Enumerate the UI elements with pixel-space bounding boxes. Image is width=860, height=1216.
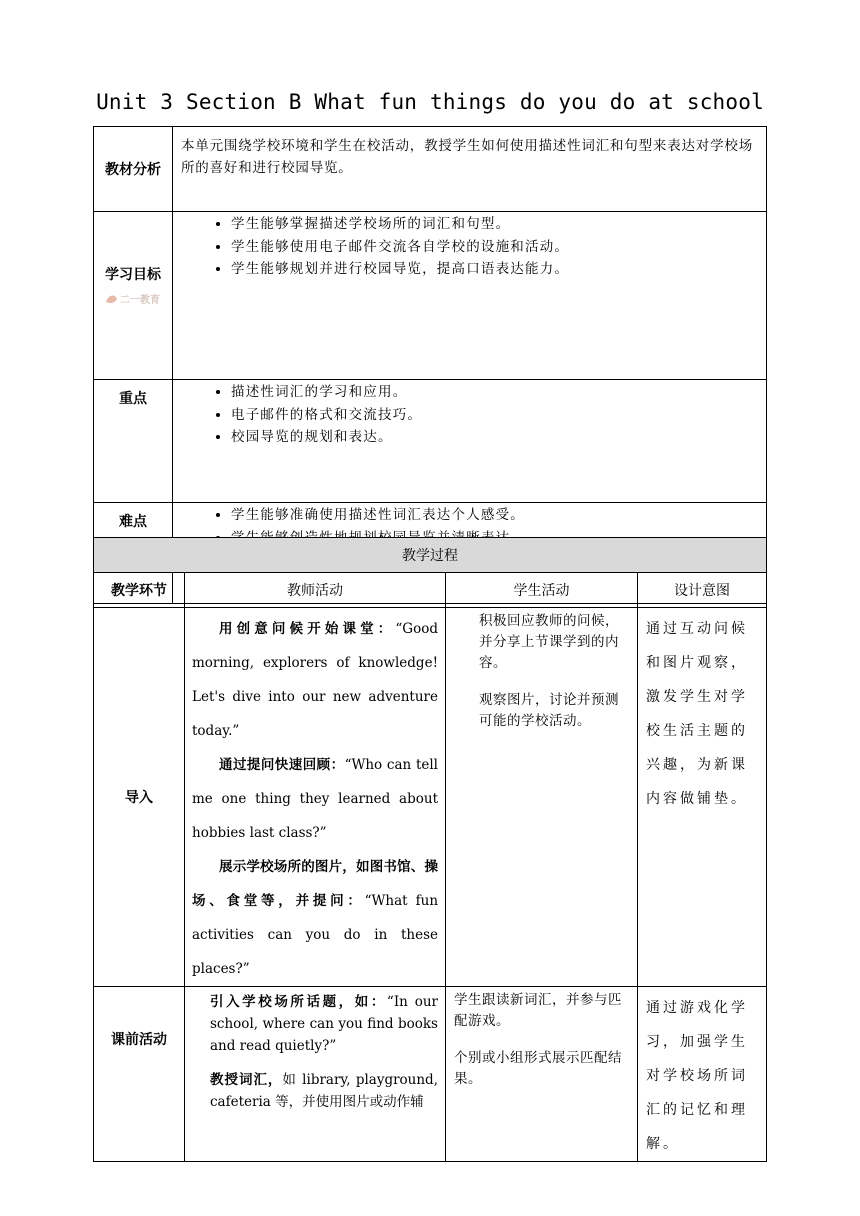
pre-student-cell	[446, 987, 638, 1162]
difficult-item: • 学生能够准确使用描述性词汇表达个人感受。	[231, 504, 766, 527]
column-header-student: 学生活动	[446, 573, 638, 608]
pre-intent-cell	[638, 987, 767, 1162]
intro-teacher-bold: 通过提问快速回顾：	[219, 757, 345, 773]
svg-text:二一教育: 二一教育	[120, 295, 160, 306]
goal-item: • 学生能够规划并进行校园导览，提高口语表达能力。	[231, 258, 766, 281]
intro-teacher-para	[192, 748, 438, 850]
key-row	[94, 380, 767, 503]
process-header: 教学过程	[94, 538, 767, 573]
analysis-label: 教材分析	[94, 127, 173, 212]
watermark-logo-icon	[103, 292, 163, 306]
intro-teacher-text: “Good morning, explorers of knowledge! Let's dive into our new adventure today.”	[192, 621, 438, 739]
key-label: 重点	[94, 380, 173, 503]
key-item: • 电子邮件的格式和交流技巧。	[231, 404, 766, 427]
intro-intent-cell	[638, 608, 767, 987]
goal-item: • 学生能够掌握描述学校场所的词汇和句型。	[231, 213, 766, 236]
intro-teacher-cell	[185, 608, 446, 987]
pre-stage: 课前活动	[94, 987, 185, 1162]
key-item: • 描述性词汇的学习和应用。	[231, 381, 766, 404]
process-header-row	[94, 538, 767, 573]
pre-teacher-text: 如 library, playground, cafeteria 等，并使用图片或动作辅	[210, 1072, 438, 1110]
analysis-cell	[173, 127, 767, 212]
process-table	[93, 537, 767, 1162]
intro-teacher-bold: 用创意问候开始课堂：	[219, 621, 396, 637]
pre-teacher-bold: 引入学校场所话题，如：	[210, 994, 387, 1010]
pre-row	[94, 987, 767, 1162]
column-header-stage: 教学环节	[94, 573, 185, 608]
analysis-text: 本单元围绕学校环境和学生在校活动，教授学生如何使用描述性词汇和句型来表达对学校场所的喜好和进行校园导览。	[181, 138, 753, 176]
pre-teacher-cell	[185, 987, 446, 1162]
pre-teacher-text: “In our school, where can you find books and read quietly?”	[210, 994, 439, 1054]
goals-list	[173, 213, 766, 281]
pre-student-text: 个别或小组形式展示匹配结果。	[454, 1050, 622, 1087]
intro-row	[94, 608, 767, 987]
page-title: Unit 3 Section B What fun things do you do at school	[96, 90, 764, 114]
key-list	[173, 381, 766, 449]
intro-teacher-bold: 展示学校场所的图片，如图书馆、操场、食堂等，并提问：	[192, 859, 438, 909]
intro-teacher-text: “What fun activities can you do in these places?”	[192, 893, 439, 977]
intro-teacher-text: “Who can tell me one thing they learned about hobbies last class?”	[192, 757, 438, 841]
difficult-label: 难点	[94, 503, 173, 604]
pre-teacher-para	[192, 1069, 438, 1113]
intro-student-text: 观察图片，讨论并预测可能的学校活动。	[479, 692, 619, 729]
pre-teacher-bold: 教授词汇，	[210, 1072, 283, 1088]
intro-stage: 导入	[94, 608, 185, 987]
column-header-row	[94, 573, 767, 608]
analysis-row	[94, 127, 767, 212]
goals-cell	[173, 212, 767, 380]
intro-teacher-para	[192, 612, 438, 748]
intro-student-cell	[446, 608, 638, 987]
pre-intent-text: 通过游戏化学习，加强学生对学校场所词汇的记忆和理解。	[646, 1000, 748, 1152]
goals-row	[94, 212, 767, 380]
pre-teacher-para	[192, 991, 438, 1057]
intro-teacher-para	[192, 850, 438, 986]
goals-label: 学习目标	[105, 267, 161, 283]
intro-student-text: 积极回应教师的问候，并分享上节课学到的内容。	[479, 613, 619, 671]
key-item: • 校园导览的规划和表达。	[231, 426, 766, 449]
overview-table	[93, 126, 767, 604]
key-cell	[173, 380, 767, 503]
pre-student-text: 学生跟读新词汇，并参与匹配游戏。	[454, 992, 622, 1029]
goals-label-cell	[94, 212, 173, 380]
column-header-teacher: 教师活动	[185, 573, 446, 608]
column-header-intent: 设计意图	[638, 573, 767, 608]
intro-intent-text: 通过互动问候和图片观察，激发学生对学校生活主题的兴趣，为新课内容做铺垫。	[646, 621, 748, 807]
goal-item: • 学生能够使用电子邮件交流各自学校的设施和活动。	[231, 236, 766, 259]
